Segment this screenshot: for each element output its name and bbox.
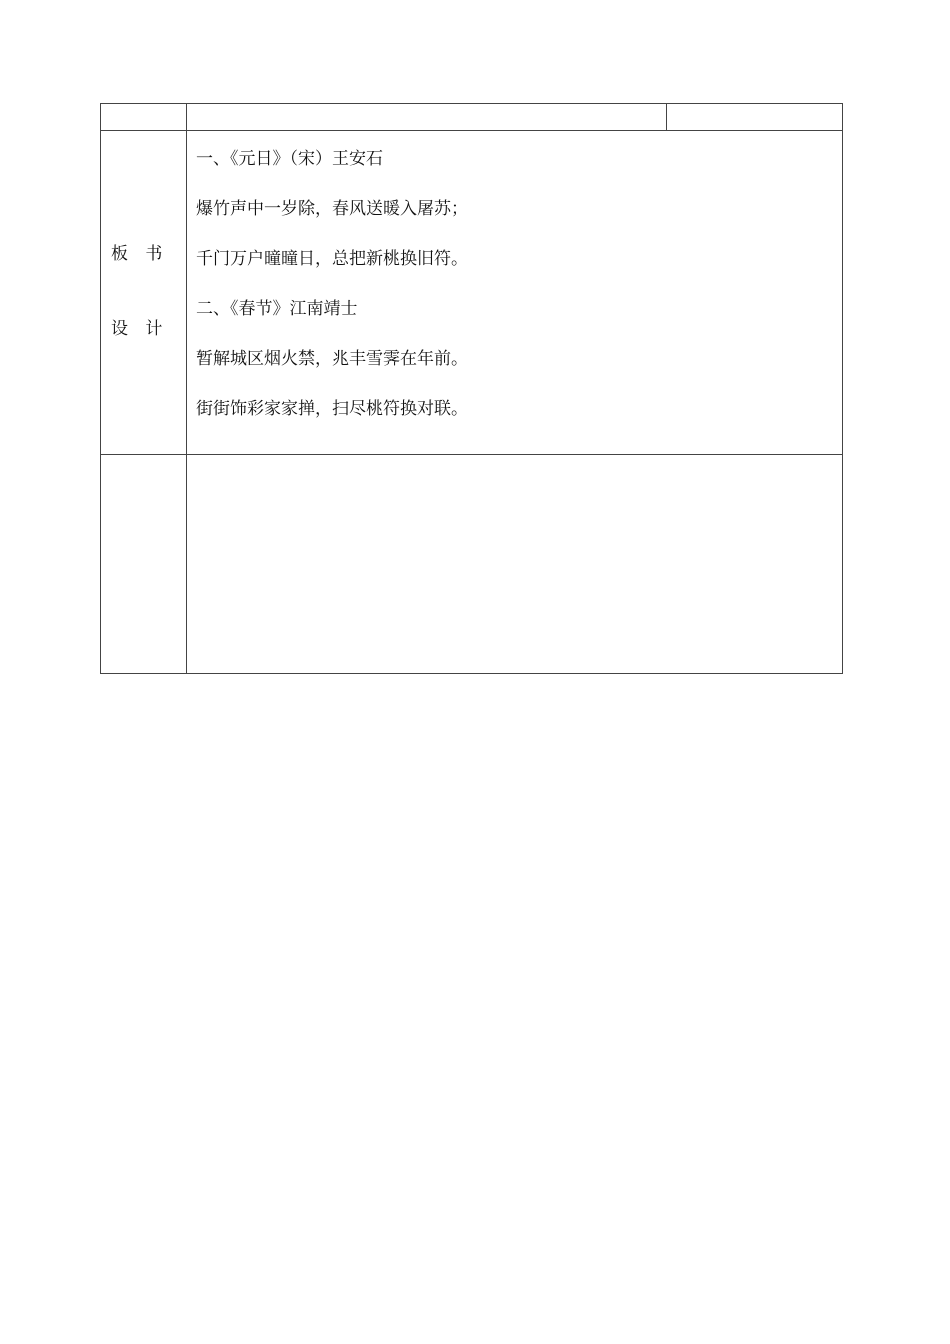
board-line-poem1-verse1: 爆竹声中一岁除，春风送暖入屠苏； bbox=[196, 199, 468, 219]
board-design-label-cell bbox=[101, 131, 187, 455]
bottom-content-cell bbox=[187, 455, 843, 674]
bottom-label-cell bbox=[101, 455, 187, 674]
board-design-row bbox=[101, 131, 843, 455]
board-line-poem2-verse2: 街街饰彩家家掸，扫尽桃符换对联。 bbox=[196, 399, 468, 419]
board-line-poem2-title: 二、《春节》江南靖士 bbox=[196, 299, 358, 319]
header-label-cell bbox=[101, 104, 187, 131]
board-lines-list bbox=[187, 131, 842, 420]
bottom-row bbox=[101, 455, 843, 674]
board-line-poem2-verse1: 暂解城区烟火禁，兆丰雪霁在年前。 bbox=[196, 349, 468, 369]
table-header-row bbox=[101, 104, 843, 131]
header-side-cell bbox=[667, 104, 843, 131]
board-design-content-cell bbox=[187, 131, 843, 455]
board-design-label-line1: 板 书 bbox=[111, 244, 169, 264]
lesson-plan-table bbox=[100, 103, 843, 674]
board-line-poem1-verse2: 千门万户曈曈日，总把新桃换旧符。 bbox=[196, 249, 468, 269]
board-design-label-line2: 设 计 bbox=[111, 319, 169, 339]
header-main-cell bbox=[187, 104, 667, 131]
board-line-poem1-title: 一、《元日》（宋）王安石 bbox=[196, 149, 383, 169]
